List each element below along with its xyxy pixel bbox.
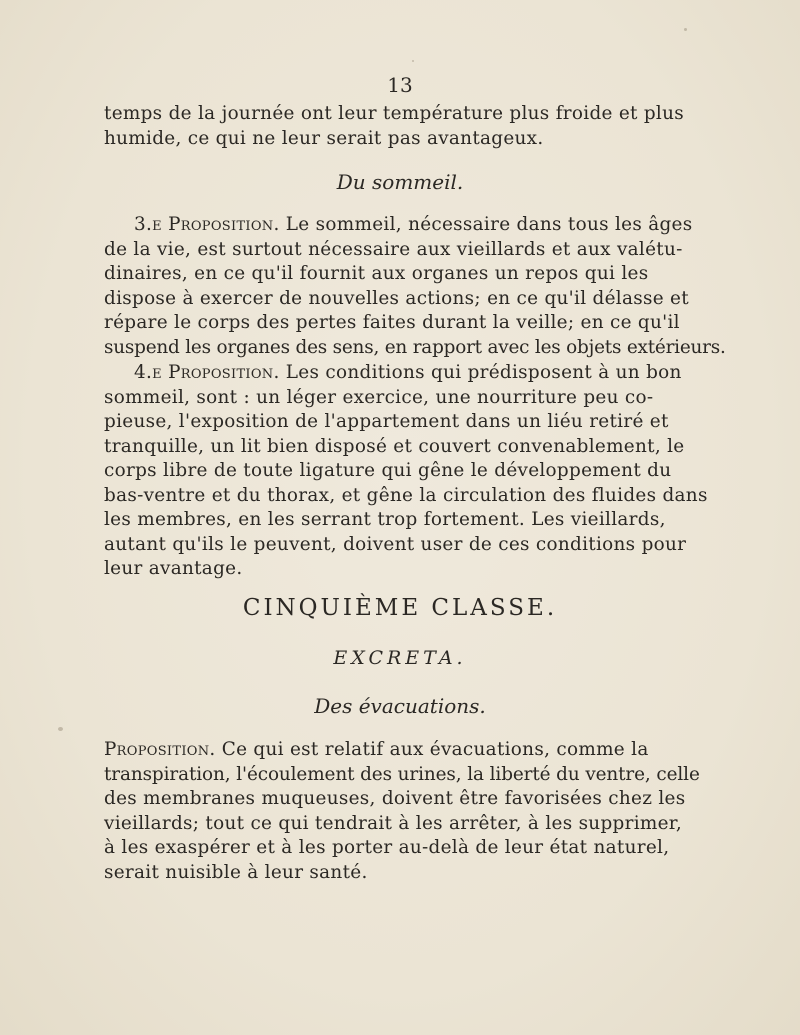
paragraph-line: de la vie, est surtout nécessaire aux vieillards et aux valétu- (104, 238, 683, 260)
page-number: 13 (387, 73, 413, 97)
intro-paragraph (104, 102, 685, 151)
paragraph-line: vieillards; tout ce qui tendrait à les arrêter, à les supprimer, (104, 812, 683, 834)
paragraph-text: Ce qui est relatif aux évacuations, comme la (221, 739, 649, 760)
paragraph-line: dispose à exercer de nouvelles actions; en ce qu'il délasse et (104, 287, 689, 309)
paragraph-line: corps libre de toute ligature qui gêne le développement du (104, 460, 672, 481)
paragraph-line: suspend les organes des sens, en rapport avec les objets extérieurs. (104, 336, 726, 358)
proposition-4-paragraph (104, 361, 708, 582)
paper-speck (58, 727, 63, 731)
paragraph-line: pieuse, l'exposition de l'appartement dans un liéu retiré et (104, 411, 669, 432)
paragraph-line: autant qu'ils le peuvent, doivent user de ces conditions pour (104, 533, 687, 555)
proposition-label: 3.e Proposition. (134, 214, 280, 235)
intro-line: humide, ce qui ne leur serait pas avantageux. (104, 127, 544, 149)
class-title: CINQUIÈME CLASSE. (242, 595, 558, 621)
paragraph-line: sommeil, sont : un léger exercice, une nourriture peu co- (104, 386, 654, 408)
paragraph-text: Le sommeil, nécessaire dans tous les âges (285, 214, 693, 235)
excreta-heading: EXCRETA. (333, 647, 467, 669)
paragraph-line (104, 213, 693, 238)
proposition-label: Proposition. (104, 739, 216, 760)
paragraph-line: les membres, en les serrant trop fortement. Les vieillards, (104, 509, 666, 530)
paragraph-line: dinaires, en ce qu'il fournit aux organes un repos qui les (104, 263, 649, 284)
paragraph-line: bas-ventre et du thorax, et gêne la circulation des fluides dans (104, 484, 708, 506)
intro-line: temps de la journée ont leur température plus froide et plus (104, 103, 685, 124)
paragraph-line: leur avantage. (104, 558, 243, 579)
paragraph-line: serait nuisible à leur santé. (104, 861, 368, 883)
paragraph-line: tranquille, un lit bien disposé et couvert convenablement, le (104, 435, 685, 457)
paper-speck (412, 60, 414, 62)
proposition-label: 4.e Proposition. (134, 362, 280, 383)
paragraph-line (104, 738, 649, 763)
section-heading-evacuations: Des évacuations. (314, 694, 486, 718)
proposition-3-paragraph (104, 213, 726, 360)
paragraph-line: à les exaspérer et à les porter au-delà de leur état naturel, (104, 837, 670, 858)
paragraph-line: transpiration, l'écoulement des urines, la liberté du ventre, celle (104, 763, 700, 785)
paragraph-line: des membranes muqueuses, doivent être favorisées chez les (104, 788, 686, 809)
section-heading-sommeil: Du sommeil. (336, 170, 464, 194)
paper-speck (684, 28, 687, 31)
paragraph-text: Les conditions qui prédisposent à un bon (285, 362, 682, 383)
proposition-evacuations-paragraph (104, 738, 700, 885)
paragraph-line: répare le corps des pertes faites durant la veille; en ce qu'il (104, 312, 680, 333)
paragraph-line (104, 361, 682, 386)
